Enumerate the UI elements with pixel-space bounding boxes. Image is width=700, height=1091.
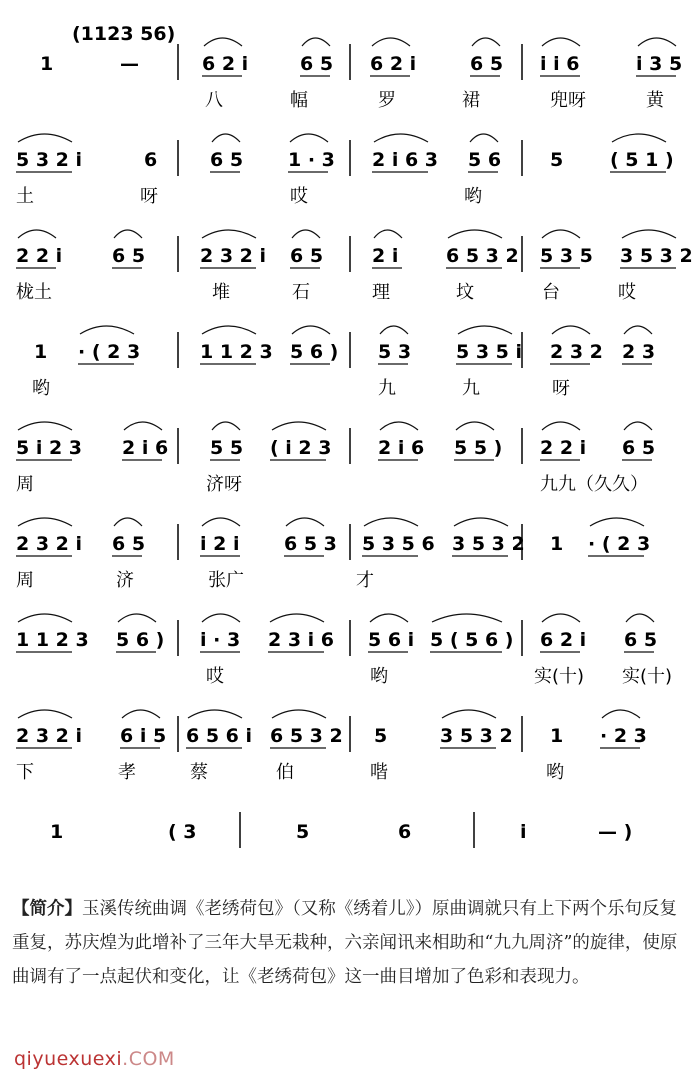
lyric: 裙 [462, 90, 480, 111]
slur-arc [542, 422, 580, 430]
slur-arc [202, 518, 240, 526]
note-group: 1 [50, 821, 64, 843]
slur-arc [302, 38, 330, 46]
note-group: — [120, 53, 139, 75]
note-group: 3 5 3 2 [452, 533, 525, 555]
site-watermark [14, 1048, 175, 1070]
note-group: 5 [374, 725, 388, 747]
slur-arc [188, 710, 242, 718]
lyric: 孝 [118, 762, 136, 783]
slur-arc [122, 710, 160, 718]
score-row [16, 134, 674, 207]
note-group: 5 3 [378, 341, 412, 363]
note-group: 2 3 2 i [16, 533, 83, 555]
lyric: 哎 [618, 282, 636, 303]
note-group: · ( 2 3 [588, 533, 651, 555]
slur-arc [292, 230, 320, 238]
lyric: 哎 [290, 186, 308, 207]
note-group: i 2 i [200, 533, 240, 555]
slur-arc [458, 326, 512, 334]
note-group: 2 3 2 [550, 341, 603, 363]
slur-arc [372, 38, 410, 46]
lyric: 台 [542, 282, 560, 303]
slur-arc [114, 518, 142, 526]
lyric: 坟 [456, 282, 474, 303]
note-group: 5 6 ) [290, 341, 339, 363]
slur-arc [202, 230, 256, 238]
note-group: i [520, 821, 527, 843]
slur-arc [114, 230, 142, 238]
note-group: 1 [34, 341, 48, 363]
slur-arc [472, 38, 500, 46]
slur-arc [380, 326, 408, 334]
slur-arc [18, 422, 72, 430]
note-group: 5 5 [210, 437, 244, 459]
note-group: 1 [40, 53, 54, 75]
slur-arc [590, 518, 644, 526]
slur-arc [18, 518, 72, 526]
intro-paragraph [12, 892, 692, 994]
note-group: 5 3 2 i [16, 149, 83, 171]
lyric: 哟 [370, 666, 388, 687]
lyric: 张广 [208, 570, 244, 591]
note-group: ( i 2 3 [270, 437, 332, 459]
slur-arc [374, 230, 402, 238]
slur-arc [364, 518, 418, 526]
note-group: 5 [296, 821, 310, 843]
slur-arc [290, 134, 328, 142]
slur-arc [212, 422, 240, 430]
note-group: 2 2 i [16, 245, 63, 267]
note-group: 5 ( 5 6 ) [430, 629, 514, 651]
slur-arc [542, 38, 580, 46]
note-group: 6 2 i [540, 629, 587, 651]
note-group: · ( 2 3 [78, 341, 141, 363]
slur-arc [542, 614, 580, 622]
lyric: 济 [116, 570, 134, 591]
note-group: 6 5 3 2 [446, 245, 519, 267]
lyric: 理 [372, 282, 390, 303]
note-group: 6 5 [112, 533, 146, 555]
note-group: 2 i 6 [378, 437, 425, 459]
note-group: 6 2 i [370, 53, 417, 75]
slur-arc [374, 134, 428, 142]
lyric: 石 [292, 282, 310, 303]
note-group: 1 1 2 3 [16, 629, 89, 651]
note-group: — ) [598, 821, 633, 843]
note-group: 6 2 i [202, 53, 249, 75]
lyric: 济呀 [206, 474, 242, 495]
intro-label: 【简介】 [12, 899, 82, 919]
lyric: 罗 [378, 90, 396, 111]
note-group: 5 6 [468, 149, 502, 171]
slur-arc [622, 230, 676, 238]
slur-arc [286, 518, 324, 526]
note-group: 3 5 3 2 [620, 245, 693, 267]
lyric: 堆 [212, 282, 230, 303]
score-row [16, 518, 650, 591]
note-group: 6 5 [622, 437, 656, 459]
slur-arc [292, 326, 330, 334]
note-group: 1 · 3 [288, 149, 335, 171]
note-group: 2 3 2 i [200, 245, 267, 267]
score-row [16, 422, 655, 495]
note-group: 5 6 i [368, 629, 415, 651]
slur-arc [202, 326, 256, 334]
lyric: 土 [16, 186, 34, 207]
slur-arc [18, 134, 72, 142]
note-group: 6 5 [112, 245, 146, 267]
note-group: 6 5 [300, 53, 334, 75]
note-group: 3 5 3 2 [440, 725, 513, 747]
note-group: 6 5 [470, 53, 504, 75]
slur-arc [470, 134, 498, 142]
note-group: 5 3 5 i [456, 341, 523, 363]
lyric: 九 [462, 378, 480, 399]
score-row [16, 710, 647, 783]
score-row [16, 614, 672, 687]
note-group: 6 [398, 821, 412, 843]
note-group: i i 6 [540, 53, 580, 75]
note-group: 6 i 5 [120, 725, 167, 747]
note-group: i 3 5 [636, 53, 683, 75]
slur-arc [542, 230, 580, 238]
note-group: 5 [550, 149, 564, 171]
intro-text: 玉溪传统曲调《老绣荷包》（又称《绣着儿》）原曲调就只有上下两个乐句反复重复，苏庆煌为此增补了三年大旱无栽种，六亲闻讯来相助和“九九周济”的旋律，使原曲调有了一点起伏和变化，让《老绣荷包》这一曲目增加了色彩和表现力。 [12, 899, 678, 987]
lyric: 才 [356, 570, 374, 591]
slur-arc [454, 518, 508, 526]
score-row [32, 326, 655, 399]
slur-arc [118, 614, 156, 622]
note-group: 6 5 [210, 149, 244, 171]
lyric: 周 [16, 474, 34, 495]
note-group: 2 i [372, 245, 399, 267]
note-group: 6 5 [290, 245, 324, 267]
note-group: ( 3 [168, 821, 197, 843]
lyric: 呀 [140, 186, 158, 207]
slur-arc [18, 614, 72, 622]
lyric: 实(十) [534, 666, 585, 687]
lyric: 八 [205, 90, 223, 111]
watermark-suffix: .COM [122, 1048, 175, 1070]
lyric: 兜呀 [550, 90, 586, 111]
note-group: 6 5 [624, 629, 658, 651]
lyric: 黄 [646, 90, 664, 111]
note-group: 5 i 2 3 [16, 437, 83, 459]
slur-arc [270, 614, 324, 622]
note-group: 1 1 2 3 [200, 341, 273, 363]
slur-arc [380, 422, 418, 430]
note-group: 2 i 6 [122, 437, 169, 459]
slur-arc [80, 326, 134, 334]
lyric: 蔡 [190, 762, 208, 783]
note-group: 2 3 2 i [16, 725, 83, 747]
lyric: 周 [16, 570, 34, 591]
note-group: 5 3 5 [540, 245, 593, 267]
score-row [16, 230, 693, 303]
note-group: · 2 3 [600, 725, 647, 747]
note-group: 6 [144, 149, 158, 171]
slur-arc [124, 422, 162, 430]
slur-arc [202, 614, 240, 622]
note-group: 2 3 i 6 [268, 629, 335, 651]
lyric: 下 [16, 762, 34, 783]
slur-arc [612, 134, 666, 142]
slur-arc [212, 134, 240, 142]
note-group: 1 [550, 725, 564, 747]
slur-arc [432, 614, 502, 622]
lyric: 呀 [552, 378, 570, 399]
lyric: 哟 [546, 762, 564, 783]
note-group: ( 5 1 ) [610, 149, 674, 171]
slur-arc [456, 422, 494, 430]
slur-arc [602, 710, 640, 718]
slur-arc [624, 326, 652, 334]
lyric: 幅 [290, 90, 308, 111]
lyric: 哎 [206, 666, 224, 687]
note-group: 6 5 3 2 [270, 725, 343, 747]
lyric: 哟 [464, 186, 482, 207]
watermark-prefix: qiyuexuexi [14, 1048, 123, 1070]
lyric: 哟 [32, 378, 50, 399]
note-group: 1 [550, 533, 564, 555]
slur-arc [624, 422, 652, 430]
slur-arc [272, 422, 326, 430]
slur-arc [626, 614, 654, 622]
lyric: 实(十) [622, 666, 673, 687]
slur-arc [638, 38, 676, 46]
note-group: 6 5 6 i [186, 725, 253, 747]
slur-arc [552, 326, 590, 334]
slur-arc [204, 38, 242, 46]
note-group: 2 3 [622, 341, 656, 363]
note-group: 6 5 3 [284, 533, 337, 555]
slur-arc [442, 710, 496, 718]
note-group: 5 3 5 6 [362, 533, 435, 555]
note-group: 2 2 i [540, 437, 587, 459]
note-group: 5 6 ) [116, 629, 165, 651]
slur-arc [18, 230, 56, 238]
slur-arc [370, 614, 408, 622]
lyric: 九 [378, 378, 396, 399]
score-row [50, 812, 632, 848]
slur-arc [18, 710, 72, 718]
note-group: 2 i 6 3 [372, 149, 439, 171]
lyric: 伯 [276, 762, 294, 783]
score-row [40, 23, 682, 111]
lyric: 栊土 [16, 282, 52, 303]
annotation: (1123 56) [72, 23, 176, 45]
note-group: i · 3 [200, 629, 241, 651]
note-group: 5 5 ) [454, 437, 503, 459]
lyric: 喈 [370, 762, 388, 783]
slur-arc [272, 710, 326, 718]
slur-arc [448, 230, 502, 238]
lyric: 九九（久久） [540, 474, 648, 495]
